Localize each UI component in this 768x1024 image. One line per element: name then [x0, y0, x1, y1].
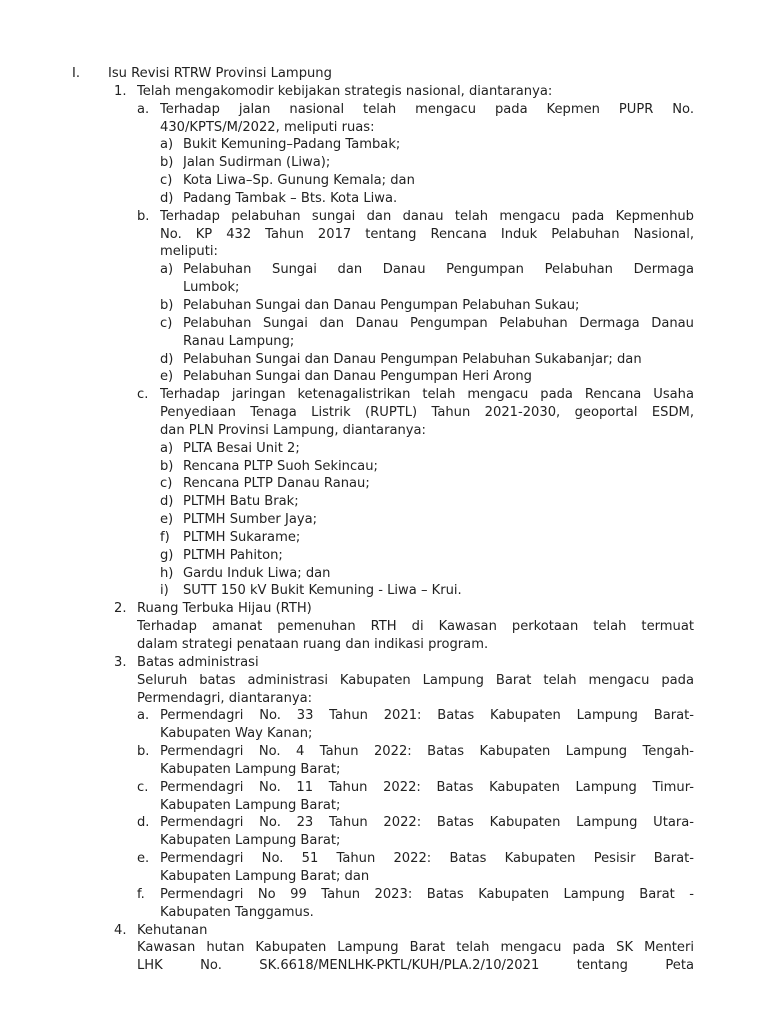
- continuation-line: [0, 226, 768, 244]
- list-item: [0, 297, 768, 315]
- continuation-line: [0, 904, 768, 922]
- line-text: Kabupaten Lampung Barat;: [160, 797, 341, 813]
- line-text: SUTT 150 kV Bukit Kemuning - Liwa – Krui.: [183, 583, 462, 599]
- line-text: Ruang Terbuka Hijau (RTH): [137, 601, 312, 617]
- line-text: Pelabuhan Sungai dan Danau Pengumpan Pelabuhan Sukau;: [183, 297, 580, 313]
- continuation-line: [0, 797, 768, 815]
- line-text: Permendagri No. 51 Tahun 2022: Batas Kabupaten Pesisir Barat-: [160, 851, 694, 867]
- document-page: [0, 65, 768, 975]
- list-item: [0, 368, 768, 386]
- list-item: [0, 511, 768, 529]
- line-text: Kehutanan: [137, 922, 208, 938]
- list-marker: b.: [137, 208, 150, 224]
- list-item: [0, 351, 768, 369]
- list-item: [0, 440, 768, 458]
- list-item: [0, 154, 768, 172]
- line-text: Pelabuhan Sungai dan Danau Pengumpan Pelabuhan Dermaga Danau: [183, 315, 694, 331]
- continuation-line: [0, 761, 768, 779]
- list-marker: a): [160, 262, 174, 278]
- list-item: [0, 886, 768, 904]
- list-item: [0, 582, 768, 600]
- line-text: PLTMH Sukarame;: [183, 529, 301, 545]
- list-marker: b.: [137, 744, 150, 760]
- line-text: Terhadap amanat pemenuhan RTH di Kawasan perkotaan telah termuat: [137, 619, 694, 635]
- line-text: dan PLN Provinsi Lampung, diantaranya:: [160, 422, 426, 438]
- list-marker: 2.: [114, 601, 127, 617]
- line-text: PLTA Besai Unit 2;: [183, 440, 300, 456]
- list-marker: f): [160, 529, 170, 545]
- list-marker: a.: [137, 101, 150, 117]
- list-marker: 1.: [114, 83, 127, 99]
- line-text: Kabupaten Way Kanan;: [160, 726, 313, 742]
- list-marker: c): [160, 173, 173, 189]
- continuation-line: [0, 618, 768, 636]
- list-marker: c.: [137, 779, 149, 795]
- continuation-line: [0, 868, 768, 886]
- continuation-line: [0, 243, 768, 261]
- line-text: Jalan Sudirman (Liwa);: [183, 155, 331, 171]
- continuation-line: [0, 422, 768, 440]
- line-text: Kota Liwa–Sp. Gunung Kemala; dan: [183, 173, 415, 189]
- line-text: Terhadap pelabuhan sungai dan danau telah mengacu pada Kepmenhub: [160, 208, 694, 224]
- list-item: [0, 172, 768, 190]
- line-text: Rencana PLTP Danau Ranau;: [183, 476, 370, 492]
- list-item: [0, 529, 768, 547]
- line-text: Padang Tambak – Bts. Kota Liwa.: [183, 190, 398, 206]
- continuation-line: [0, 404, 768, 422]
- list-marker: b): [160, 297, 174, 313]
- list-marker: a): [160, 440, 174, 456]
- line-text: Rencana PLTP Suoh Sekincau;: [183, 458, 378, 474]
- list-marker: 3.: [114, 654, 127, 670]
- list-item: [0, 814, 768, 832]
- list-marker: d): [160, 494, 174, 510]
- line-text: Kabupaten Lampung Barat; dan: [160, 868, 370, 884]
- list-item: [0, 547, 768, 565]
- line-text: Gardu Induk Liwa; dan: [183, 565, 331, 581]
- list-marker: I.: [72, 66, 81, 81]
- list-marker: a.: [137, 708, 150, 724]
- list-item: [0, 65, 768, 83]
- line-text: Kawasan hutan Kabupaten Lampung Barat telah mengacu pada SK Menteri: [137, 940, 694, 956]
- list-marker: c): [160, 315, 173, 331]
- list-item: [0, 458, 768, 476]
- list-marker: a): [160, 137, 174, 153]
- list-marker: b): [160, 155, 174, 171]
- line-text: Permendagri No. 4 Tahun 2022: Batas Kabupaten Lampung Tengah-: [160, 744, 694, 760]
- line-text: PLTMH Sumber Jaya;: [183, 512, 318, 528]
- continuation-line: [0, 279, 768, 297]
- line-text: meliputi:: [160, 244, 218, 260]
- line-text: 430/KPTS/M/2022, meliputi ruas:: [160, 119, 375, 135]
- line-text: Telah mengakomodir kebijakan strategis nasional, diantaranya:: [137, 83, 553, 99]
- continuation-line: [0, 119, 768, 137]
- continuation-line: [0, 939, 768, 957]
- list-marker: f.: [137, 886, 145, 902]
- list-item: [0, 779, 768, 797]
- line-text: Permendagri No. 11 Tahun 2022: Batas Kabupaten Lampung Timur-: [160, 779, 694, 795]
- list-marker: d.: [137, 815, 150, 831]
- list-marker: c): [160, 476, 173, 492]
- continuation-line: [0, 333, 768, 351]
- list-item: [0, 136, 768, 154]
- line-text: Pelabuhan Sungai dan Danau Pengumpan Pelabuhan Sukabanjar; dan: [183, 351, 642, 367]
- list-item: [0, 208, 768, 226]
- line-text: Kabupaten Lampung Barat;: [160, 833, 341, 849]
- line-text: Ranau Lampung;: [183, 333, 295, 349]
- line-text: Terhadap jalan nasional telah mengacu pada Kepmen PUPR No.: [160, 101, 694, 117]
- line-text: Seluruh batas administrasi Kabupaten Lampung Barat telah mengacu pada: [137, 672, 694, 688]
- line-text: Pelabuhan Sungai dan Danau Pengumpan Heri Arong: [183, 369, 532, 385]
- list-item: [0, 475, 768, 493]
- list-marker: e.: [137, 851, 150, 867]
- line-text: Lumbok;: [183, 280, 240, 296]
- list-marker: i): [160, 583, 169, 599]
- line-text: Permendagri, diantaranya:: [137, 690, 313, 706]
- line-text: No. KP 432 Tahun 2017 tentang Rencana Induk Pelabuhan Nasional,: [160, 226, 694, 242]
- list-item: [0, 493, 768, 511]
- line-text: PLTMH Batu Brak;: [183, 494, 299, 510]
- list-item: [0, 850, 768, 868]
- line-text: PLTMH Pahiton;: [183, 547, 283, 563]
- line-text: Isu Revisi RTRW Provinsi Lampung: [108, 66, 332, 81]
- line-text: Permendagri No. 23 Tahun 2022: Batas Kabupaten Lampung Utara-: [160, 815, 694, 831]
- line-text: Kabupaten Lampung Barat;: [160, 761, 341, 777]
- list-item: [0, 315, 768, 333]
- line-text: Permendagri No. 33 Tahun 2021: Batas Kabupaten Lampung Barat-: [160, 708, 694, 724]
- line-text: Terhadap jaringan ketenagalistrikan telah mengacu pada Rencana Usaha: [160, 387, 694, 403]
- list-marker: e): [160, 369, 174, 385]
- list-marker: g): [160, 547, 174, 563]
- list-item: [0, 922, 768, 940]
- list-item: [0, 261, 768, 279]
- list-marker: h): [160, 565, 174, 581]
- list-item: [0, 565, 768, 583]
- list-marker: 4.: [114, 922, 127, 938]
- list-item: [0, 386, 768, 404]
- list-item: [0, 707, 768, 725]
- line-text: Batas administrasi: [137, 654, 259, 670]
- line-text: Bukit Kemuning–Padang Tambak;: [183, 137, 401, 153]
- line-text: LHK No. SK.6618/MENLHK-PKTL/KUH/PLA.2/10/2021 tentang Peta: [137, 958, 694, 974]
- continuation-line: [0, 672, 768, 690]
- list-item: [0, 743, 768, 761]
- line-text: Kabupaten Tanggamus.: [160, 904, 314, 920]
- list-item: [0, 654, 768, 672]
- line-text: dalam strategi penataan ruang dan indikasi program.: [137, 637, 489, 652]
- line-text: Permendagri No 99 Tahun 2023: Batas Kabupaten Lampung Barat -: [160, 886, 694, 902]
- list-marker: d): [160, 190, 174, 206]
- list-item: [0, 600, 768, 618]
- continuation-line: [0, 636, 768, 654]
- list-item: [0, 83, 768, 101]
- line-text: Pelabuhan Sungai dan Danau Pengumpan Pelabuhan Dermaga: [183, 262, 694, 278]
- continuation-line: [0, 957, 768, 975]
- line-text: Penyediaan Tenaga Listrik (RUPTL) Tahun 2021-2030, geoportal ESDM,: [160, 405, 694, 421]
- list-item: [0, 101, 768, 119]
- continuation-line: [0, 832, 768, 850]
- list-marker: d): [160, 351, 174, 367]
- list-marker: c.: [137, 387, 149, 403]
- continuation-line: [0, 725, 768, 743]
- list-item: [0, 190, 768, 208]
- continuation-line: [0, 690, 768, 708]
- list-marker: e): [160, 512, 174, 528]
- list-marker: b): [160, 458, 174, 474]
